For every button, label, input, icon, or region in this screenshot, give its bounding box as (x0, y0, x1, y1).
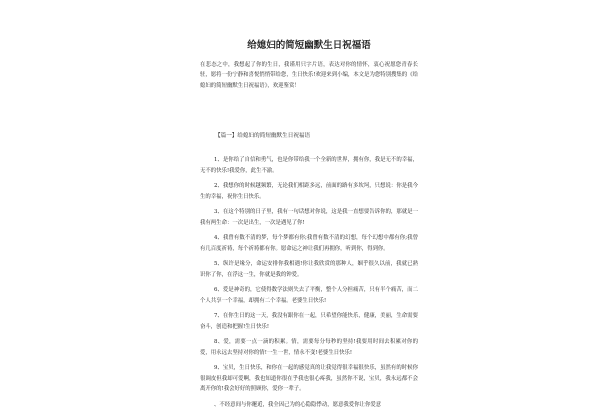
section-heading: 【篇一】给媳妇的简短幽默生日祝福语 (215, 133, 311, 140)
intro-paragraph: 在悲态之中，我想起了你的生日，我谨用只字片语，表达对你的情怀，衷心祝愿您青春长驻，愿将一份宁静和喜悦悄悄带给您，生日快乐!欢迎来到小编，本文是为您特别搜集的《给媳妇的简短幽默生日祝福语》，欢迎鉴赏！ (200, 62, 418, 89)
paragraph-6: 6、爱是神奇的，它使得数学法则失去了平衡，整个人分担痛苦，只有半个痛苦，而二个人共享一个幸福，却拥有二个幸福。老婆生日快乐! (200, 287, 418, 304)
paragraph-4: 4、我曾有数不清的梦，每个梦都有你;我曾有数不清的幻想，每个幻想中都有你;我曾有几百度祈祷，每个祈祷都有你。愿命运之神让我们再拥你，听到你，得到你。 (200, 235, 418, 252)
paragraph-9: 9、宝贝，生日快乐，和你在一起的感觉真的让我觉得很幸福很快乐，虽然有的时候你很调皮但我却可爱啊，我也知道你很在乎我也很心疼我，虽然你不说，宝贝，我永远都不会离开你的!我会好好的照顾你，爱你一辈子。 (200, 365, 418, 393)
document-body (200, 40, 418, 415)
paragraph-3: 3、在这个特别的日子里，我有一句话想对你说，这是我一直想要告诉你的，那就是一我有两生命：一次是出生，一次是遇见了你! (200, 209, 418, 226)
paragraph-5: 5、纵许是缘分，命运安排你我相遇!你让我欣赏的那种人，姻乎很久以前，我就已熟识你了你，在浮这一生，你就是我的钟爱。 (200, 261, 418, 278)
document-title: 给媳妇的简短幽默生日祝福语 (247, 40, 371, 51)
paragraph-1: 1、是你给了自信和勇气，也是你带给我一个全新的世界，拥有你，我是无不的幸福，无不的快乐!我爱你，此生不渝。 (200, 157, 418, 174)
paragraph-8: 8、爱，需要一点一滴的积累。情，需要每分每秒的坚持!我要用时间去积累对你的爱，用永远去坚持对你的情!一生一世，情永不变!老婆生日快乐! (200, 339, 418, 356)
paragraph-7: 7、在你生日的这一天，我没有跟你在一起，只希望你能快乐，健康，美丽，生命需要奋斗，创造和把握!生日快乐! (200, 313, 418, 330)
paragraph-2: 2、我想你的时候越频繁，无论我们相距多远，前面的路有多坎坷，只想说：你是我今生的幸福，祝你生日快乐。 (200, 183, 418, 200)
paragraph-10: 、不经意间与你邂逅，我全因己为的心隐隐悸动，愿意我爱你让你爱意 (214, 401, 382, 408)
